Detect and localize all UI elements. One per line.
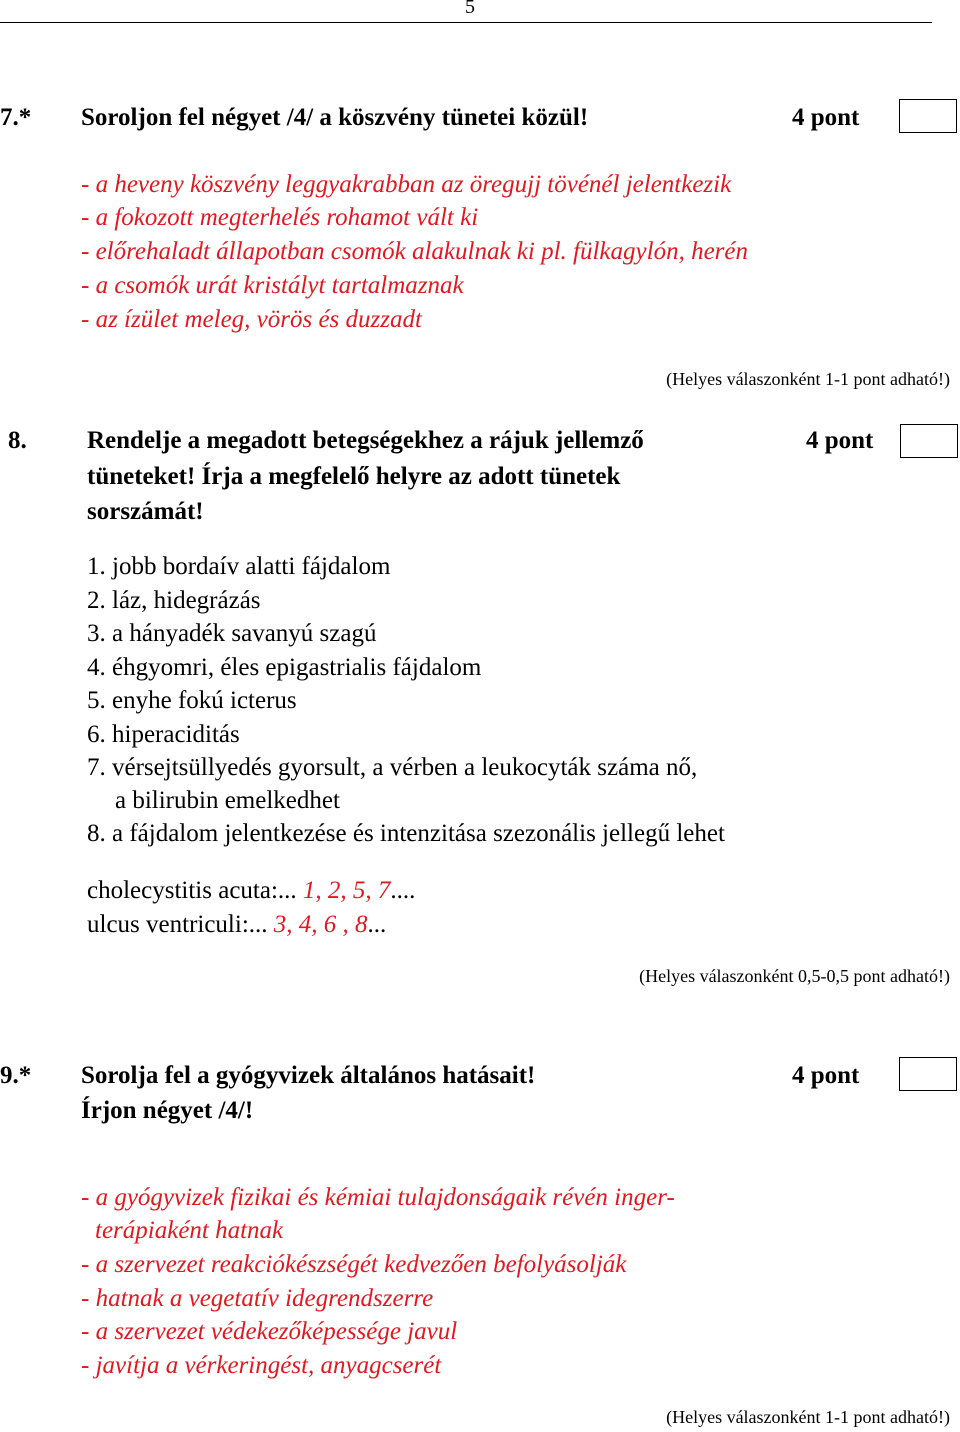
q9-scoring-note: (Helyes válaszonként 1-1 pont adható!)	[666, 1407, 950, 1427]
q8-symptom-3: 3. a hányadék savanyú szagú	[87, 620, 377, 647]
q8-points: 4 pont	[806, 427, 874, 454]
q8-number: 8.	[8, 427, 27, 454]
q7-score-box[interactable]	[899, 99, 957, 133]
q8-answer-ulcus	[87, 911, 386, 939]
q7-answer-2: - a fokozott megterhelés rohamot vált ki	[81, 204, 479, 231]
q7-number: 7.*	[0, 104, 32, 131]
q7-question: Soroljon fel négyet /4/ a köszvény tünetei közül!	[81, 104, 589, 131]
q8-question-line-3: sorszámát!	[87, 498, 204, 525]
q7-scoring-note: (Helyes válaszonként 1-1 pont adható!)	[666, 369, 950, 389]
q8-answer-cholecystitis-value: 1, 2, 5, 7	[296, 877, 391, 904]
q9-question-line-2: Írjon négyet /4/!	[81, 1097, 254, 1124]
q7-points: 4 pont	[792, 104, 860, 131]
q7-answer-1: - a heveny köszvény leggyakrabban az öregujj tövénél jelentkezik	[81, 171, 732, 198]
q8-symptom-4: 4. éhgyomri, éles epigastrialis fájdalom	[87, 654, 482, 681]
header-rule	[0, 22, 932, 23]
q8-symptom-8: 8. a fájdalom jelentkezése és intenzitása szezonális jellegű lehet	[87, 820, 725, 847]
q8-symptom-6: 6. hiperaciditás	[87, 721, 240, 748]
q8-symptom-2: 2. láz, hidegrázás	[87, 587, 261, 614]
q9-answer-3: - hatnak a vegetatív idegrendszerre	[81, 1285, 434, 1312]
q8-score-box[interactable]	[900, 424, 958, 458]
q9-answer-5: - javítja a vérkeringést, anyagcserét	[81, 1352, 442, 1379]
q9-points: 4 pont	[792, 1062, 860, 1089]
q9-answer-1: - a gyógyvizek fizikai és kémiai tulajdonságaik révén inger-	[81, 1184, 675, 1211]
q7-answer-5: - az ízület meleg, vörös és duzzadt	[81, 306, 422, 333]
q8-symptom-1: 1. jobb bordaív alatti fájdalom	[87, 553, 391, 580]
q9-answer-1-continued: terápiaként hatnak	[95, 1217, 284, 1244]
q9-answer-2: - a szervezet reakciókészségét kedvezően befolyásolják	[81, 1251, 627, 1278]
q8-answer-cholecystitis	[87, 877, 415, 905]
q8-symptom-5: 5. enyhe fokú icterus	[87, 687, 297, 714]
q7-answer-4: - a csomók urát kristályt tartalmaznak	[81, 272, 464, 299]
q8-answer-ulcus-label: ulcus ventriculi:...	[87, 911, 268, 938]
q8-symptom-7-continued: a bilirubin emelkedhet	[115, 787, 340, 814]
q9-score-box[interactable]	[899, 1057, 957, 1091]
q8-question-line-2: tüneteket! Írja a megfelelő helyre az adott tünetek	[87, 463, 621, 490]
q9-answer-4: - a szervezet védekezőképessége javul	[81, 1318, 458, 1345]
q8-answer-ulcus-suffix: ...	[367, 911, 387, 938]
page-number: 5	[465, 0, 475, 18]
q8-answer-ulcus-value: 3, 4, 6 , 8	[267, 911, 368, 938]
q8-question-line-1: Rendelje a megadott betegségekhez a rájuk jellemző	[87, 427, 644, 454]
q9-question-line-1: Sorolja fel a gyógyvizek általános hatásait!	[81, 1062, 536, 1089]
q9-number: 9.*	[0, 1062, 32, 1089]
q8-answer-cholecystitis-suffix: ....	[390, 877, 416, 904]
q8-symptom-7: 7. vérsejtsüllyedés gyorsult, a vérben a leukocyták száma nő,	[87, 754, 698, 781]
q7-answer-3: - előrehaladt állapotban csomók alakulnak ki pl. fülkagylón, herén	[81, 238, 748, 265]
q8-scoring-note: (Helyes válaszonként 0,5-0,5 pont adható!)	[639, 966, 950, 986]
q8-answer-cholecystitis-label: cholecystitis acuta:...	[87, 877, 297, 904]
